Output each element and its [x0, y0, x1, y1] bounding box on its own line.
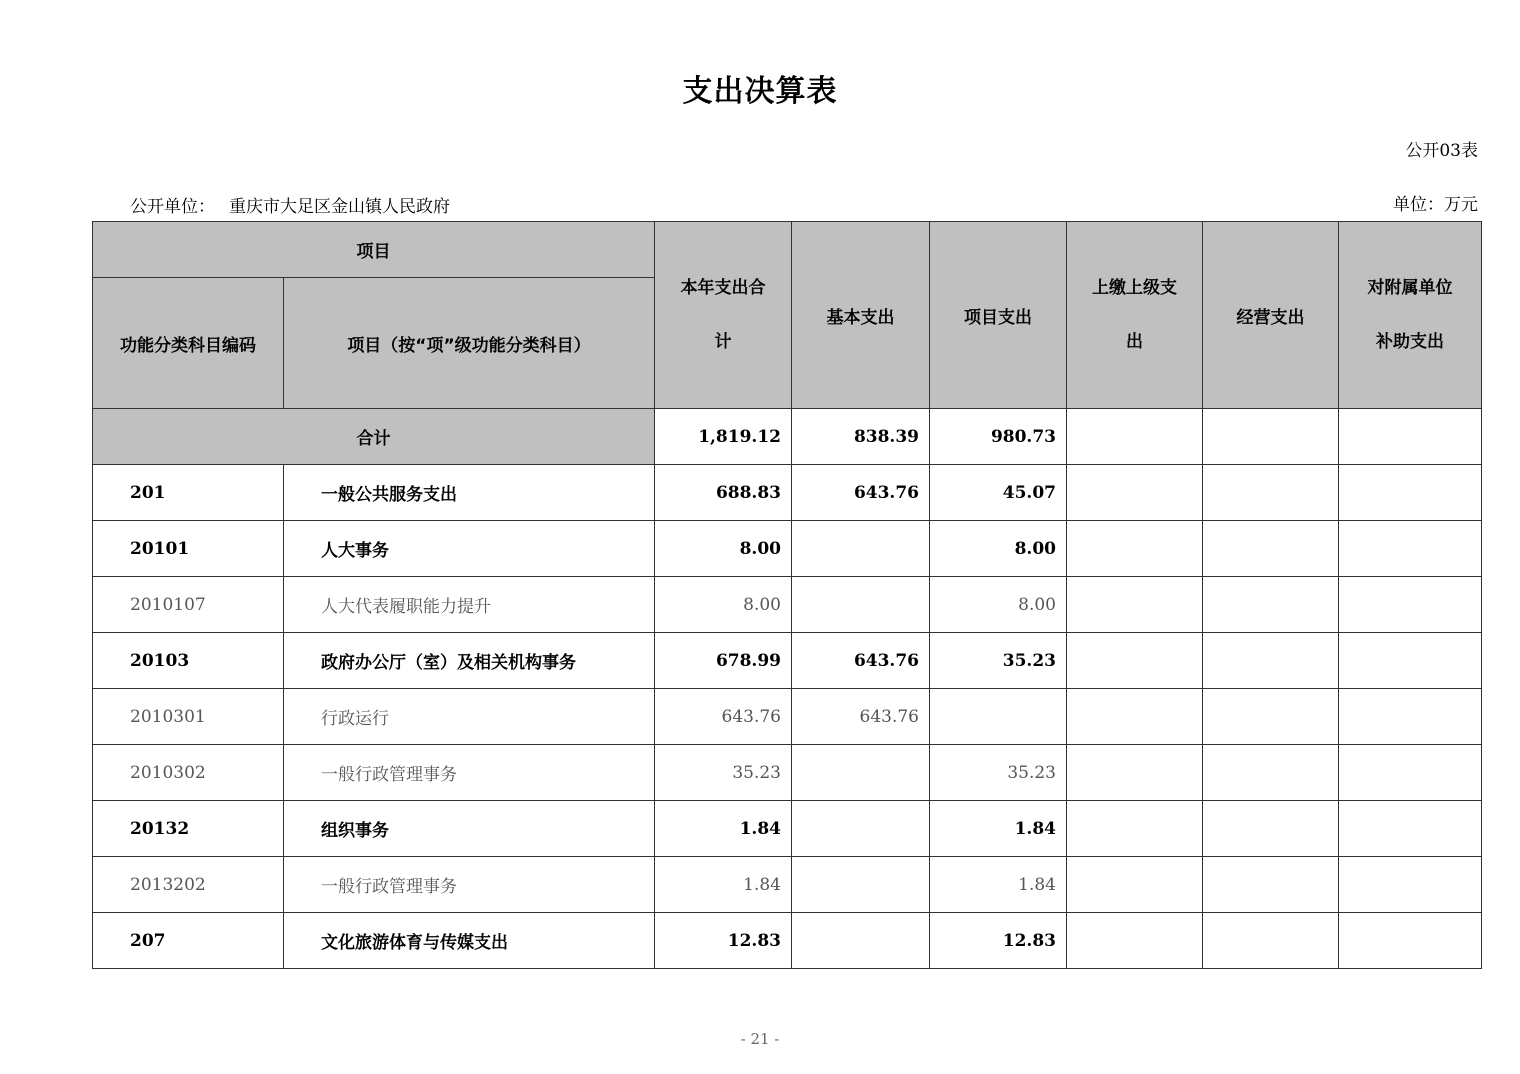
- cell-code: 20132: [93, 801, 284, 857]
- cell-basic: 643.76: [792, 633, 930, 689]
- cell-name: 人大事务: [284, 521, 655, 577]
- table-row: [93, 913, 1482, 969]
- sum-label: 合计: [93, 409, 655, 465]
- currency-unit: 单位：万元: [1393, 195, 1478, 215]
- cell-name: 一般行政管理事务: [284, 857, 655, 913]
- sum-upper: [1067, 409, 1203, 465]
- cell-subsidy: [1339, 689, 1482, 745]
- cell-business: [1203, 465, 1339, 521]
- table-row: [93, 521, 1482, 577]
- cell-total: 1.84: [655, 801, 792, 857]
- cell-code: 2013202: [93, 857, 284, 913]
- cell-name: 一般行政管理事务: [284, 745, 655, 801]
- cell-basic: [792, 857, 930, 913]
- header-basic: 基本支出: [792, 222, 930, 409]
- cell-business: [1203, 745, 1339, 801]
- cell-project: 8.00: [930, 521, 1067, 577]
- sum-row: [93, 409, 1482, 465]
- cell-business: [1203, 689, 1339, 745]
- cell-basic: 643.76: [792, 689, 930, 745]
- header-item: 项目（按“项”级功能分类科目）: [284, 278, 655, 409]
- cell-project: 1.84: [930, 857, 1067, 913]
- header-business: 经营支出: [1203, 222, 1339, 409]
- header-item-group: 项目: [93, 222, 655, 278]
- cell-upper: [1067, 577, 1203, 633]
- sum-project: 980.73: [930, 409, 1067, 465]
- cell-total: 678.99: [655, 633, 792, 689]
- cell-total: 1.84: [655, 857, 792, 913]
- cell-project: 45.07: [930, 465, 1067, 521]
- cell-subsidy: [1339, 745, 1482, 801]
- cell-upper: [1067, 689, 1203, 745]
- cell-name: 组织事务: [284, 801, 655, 857]
- cell-code: 207: [93, 913, 284, 969]
- cell-upper: [1067, 465, 1203, 521]
- cell-subsidy: [1339, 801, 1482, 857]
- table-row: [93, 465, 1482, 521]
- reporting-unit-label: 公开单位：: [130, 197, 215, 217]
- reporting-unit: [130, 192, 450, 217]
- header-total: 本年支出合 计: [655, 222, 792, 409]
- cell-business: [1203, 857, 1339, 913]
- cell-subsidy: [1339, 521, 1482, 577]
- cell-business: [1203, 801, 1339, 857]
- page-number: - 21 -: [740, 1030, 780, 1048]
- cell-project: 35.23: [930, 633, 1067, 689]
- header-code: 功能分类科目编码: [93, 278, 284, 409]
- cell-basic: [792, 745, 930, 801]
- cell-business: [1203, 633, 1339, 689]
- cell-name: 人大代表履职能力提升: [284, 577, 655, 633]
- cell-upper: [1067, 913, 1203, 969]
- cell-code: 20103: [93, 633, 284, 689]
- header-upper-remit: 上缴上级支 出: [1067, 222, 1203, 409]
- cell-total: 8.00: [655, 521, 792, 577]
- cell-project: 12.83: [930, 913, 1067, 969]
- cell-basic: 643.76: [792, 465, 930, 521]
- cell-basic: [792, 801, 930, 857]
- sum-total: 1,819.12: [655, 409, 792, 465]
- cell-total: 12.83: [655, 913, 792, 969]
- cell-subsidy: [1339, 857, 1482, 913]
- cell-code: 20101: [93, 521, 284, 577]
- cell-code: 2010302: [93, 745, 284, 801]
- cell-name: 政府办公厅（室）及相关机构事务: [284, 633, 655, 689]
- sum-subsidy: [1339, 409, 1482, 465]
- cell-subsidy: [1339, 577, 1482, 633]
- cell-name: 行政运行: [284, 689, 655, 745]
- header-project: 项目支出: [930, 222, 1067, 409]
- header-subsidy: 对附属单位 补助支出: [1339, 222, 1482, 409]
- cell-code: 201: [93, 465, 284, 521]
- cell-project: 35.23: [930, 745, 1067, 801]
- cell-total: 35.23: [655, 745, 792, 801]
- cell-basic: [792, 521, 930, 577]
- cell-business: [1203, 521, 1339, 577]
- table-row: [93, 633, 1482, 689]
- cell-total: 643.76: [655, 689, 792, 745]
- cell-subsidy: [1339, 465, 1482, 521]
- cell-total: 688.83: [655, 465, 792, 521]
- cell-upper: [1067, 633, 1203, 689]
- cell-upper: [1067, 801, 1203, 857]
- cell-upper: [1067, 521, 1203, 577]
- cell-code: 2010107: [93, 577, 284, 633]
- cell-subsidy: [1339, 913, 1482, 969]
- cell-project: 1.84: [930, 801, 1067, 857]
- reporting-unit-name: 重庆市大足区金山镇人民政府: [229, 197, 450, 217]
- table-number: 公开03表: [1405, 141, 1478, 161]
- cell-basic: [792, 913, 930, 969]
- page-title: 支出决算表: [682, 74, 838, 109]
- cell-project: 8.00: [930, 577, 1067, 633]
- cell-code: 2010301: [93, 689, 284, 745]
- cell-business: [1203, 913, 1339, 969]
- table-row: [93, 689, 1482, 745]
- cell-name: 文化旅游体育与传媒支出: [284, 913, 655, 969]
- table-row: [93, 801, 1482, 857]
- cell-business: [1203, 577, 1339, 633]
- cell-name: 一般公共服务支出: [284, 465, 655, 521]
- table-row: [93, 577, 1482, 633]
- cell-total: 8.00: [655, 577, 792, 633]
- sum-business: [1203, 409, 1339, 465]
- cell-upper: [1067, 745, 1203, 801]
- cell-project: [930, 689, 1067, 745]
- cell-subsidy: [1339, 633, 1482, 689]
- table-row: [93, 857, 1482, 913]
- cell-upper: [1067, 857, 1203, 913]
- sum-basic: 838.39: [792, 409, 930, 465]
- cell-basic: [792, 577, 930, 633]
- table-row: [93, 745, 1482, 801]
- expenditure-table: [92, 221, 1482, 969]
